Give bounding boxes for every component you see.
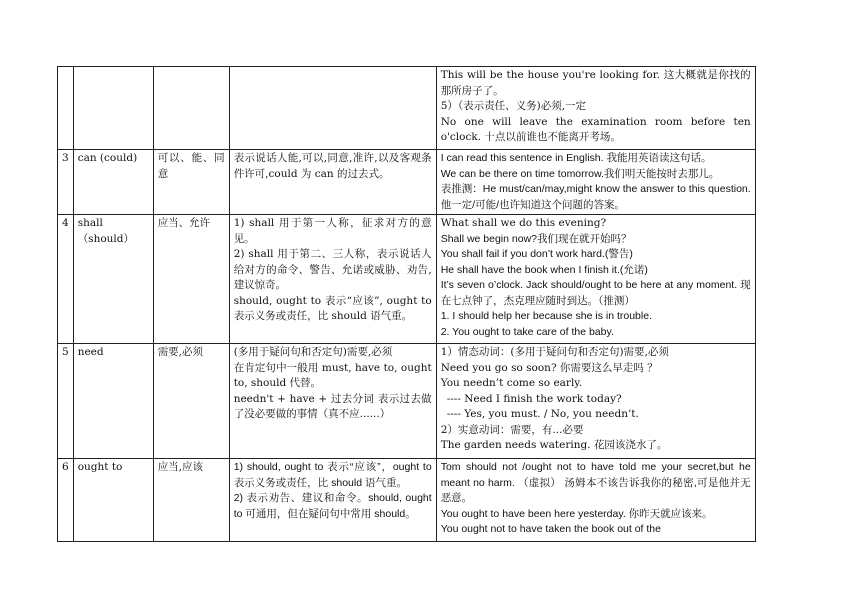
table-row	[58, 459, 756, 542]
examples-cell	[436, 67, 755, 150]
usage-line: 2) shall 用于第二、三人称，表示说话人给对方的命令、警告、允诺或威胁、劝告,建议惊奇。	[233, 248, 432, 291]
example-line: Tom should not /ought not to have told me your secret,but he meant no harm. （虚拟） 汤姆本不该告诉我你的秘密,可是他并无恶意。	[440, 461, 751, 504]
row-number-cell	[58, 67, 74, 150]
example-line: He shall have the book when I finish it.(允诺)	[440, 263, 648, 276]
example-line: The garden needs watering. 花园该浇水了。	[440, 439, 668, 451]
example-line: I can read this sentence in English. 我能用英语读这句话。	[440, 152, 712, 164]
row-number-cell: 3	[58, 150, 74, 215]
examples-cell	[436, 150, 755, 215]
usage-cell	[229, 215, 436, 344]
usage-cell	[229, 344, 436, 459]
modal-verbs-table	[57, 66, 756, 542]
example-line: Shall we begin now?我们现在就开始吗？	[440, 232, 632, 245]
usage-cell	[229, 67, 436, 150]
meaning-cell: 应当,应该	[153, 459, 229, 542]
example-line: We can be there on time tomorrow.我们明天能按时去那儿。	[440, 167, 720, 180]
example-line: What shall we do this evening?	[440, 217, 607, 229]
example-line: Need you go so soon? 你需要这么早走吗 ？	[440, 361, 658, 374]
usage-line: needn't + have + 过去分词 表示过去做了没必要做的事情（真不应......）	[233, 392, 432, 420]
table-row	[58, 150, 756, 215]
meaning-cell: 应当、允许	[153, 215, 229, 344]
usage-cell	[229, 150, 436, 215]
row-number-cell: 5	[58, 344, 74, 459]
example-line: You ought to have been here yesterday. 你昨天就应该来。	[440, 507, 713, 520]
table-row	[58, 344, 756, 459]
row-number-cell: 4	[58, 215, 74, 344]
row-number-cell: 6	[58, 459, 74, 542]
example-line: This will be the house you're looking for. 这大概就是你找的那所房子了。	[440, 69, 751, 97]
table-row	[58, 215, 756, 344]
table-row	[58, 67, 756, 150]
example-line: 5）（表示责任、义务)必须,一定	[440, 100, 587, 112]
word-cell: ought to	[73, 459, 153, 542]
examples-cell	[436, 344, 755, 459]
usage-line: 在肯定句中一般用 must, have to, ought to, should 代替。	[233, 361, 432, 389]
usage-line: (多用于疑问句和否定句)需要,必须	[233, 346, 393, 358]
example-line: ---- Need I finish the work today?	[446, 392, 622, 405]
example-line: You ought not to have taken the book out of the	[440, 523, 661, 535]
usage-line: should, ought to 表示“应该”, ought to 表示义务或责任，比 should 语气重。	[233, 294, 432, 322]
meaning-cell	[153, 67, 229, 150]
example-line: 2. You ought to take care of the baby.	[440, 325, 614, 338]
usage-line: 表示说话人能,可以,同意,准许,以及客观条件许可,could 为 can 的过去式。	[233, 152, 432, 180]
meaning-cell: 可以、能、同意	[153, 150, 229, 215]
examples-cell	[436, 459, 755, 542]
example-line: 1. I should help her because she is in trouble.	[440, 310, 652, 322]
example-line: 2）实意动词：需要，有...必要	[440, 423, 584, 436]
meaning-cell: 需要,必须	[153, 344, 229, 459]
example-line: 1）情态动词：(多用于疑问句和否定句)需要,必须	[440, 346, 669, 358]
example-line: It’s seven o’clock. Jack should/ought to be here at any moment. 现在七点钟了，杰克理应随时到达。（推测）	[440, 279, 751, 307]
example-line: You shall fail if you don’t work hard.(警告)	[440, 248, 633, 260]
usage-line: 1) should, ought to 表示“应该”，ought to 表示义务或责任，比 should 语气重。	[233, 461, 432, 489]
word-cell	[73, 67, 153, 150]
word-cell: need	[73, 344, 153, 459]
usage-line: 2) 表示劝告、建议和命令。should, ought to 可通用，但在疑问句中常用 should。	[233, 492, 432, 520]
example-line: ---- Yes, you must. / No, you needn’t.	[446, 408, 639, 420]
word-cell: can (could)	[73, 150, 153, 215]
example-line: 表推测：He must/can/may,might know the answer to this question. 他一定/可能/也许知道这个问题的答案。	[440, 183, 751, 211]
usage-line: 1) shall 用于第一人称，征求对方的意见。	[233, 217, 432, 245]
examples-cell	[436, 215, 755, 344]
usage-cell	[229, 459, 436, 542]
word-cell: shall（should）	[73, 215, 153, 344]
example-line: You needn’t come so early.	[440, 377, 583, 389]
example-line: No one will leave the examination room before ten o'clock. 十点以前谁也不能离开考场。	[440, 115, 751, 143]
